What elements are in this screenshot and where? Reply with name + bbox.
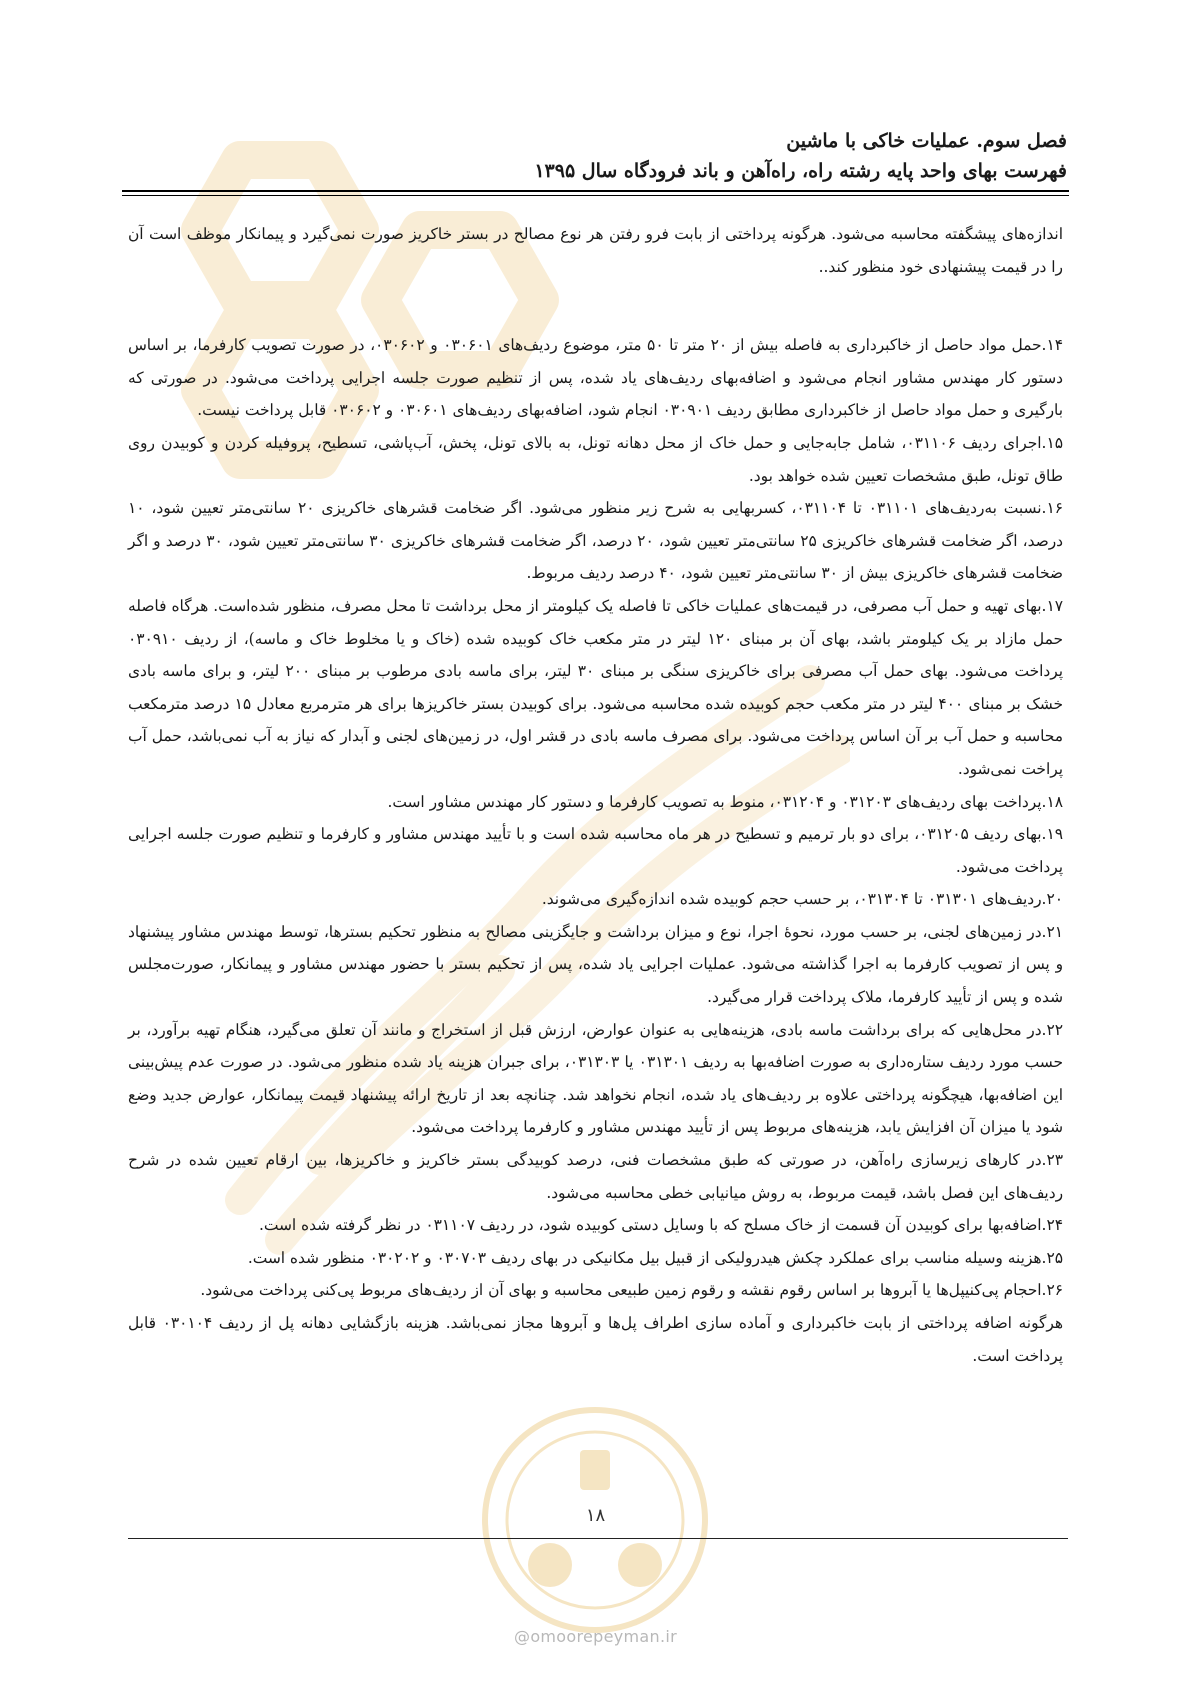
paragraph-continuation: اندازه‌های پیشگفته محاسبه می‌شود. هرگونه پرداختی از بابت فرو رفتن هر نوع مصالح در بستر خاکریز صورت نمی‌گیرد و پیمانکار موظف است آن را در قیمت پیشنهادی خود منظور کند..	[128, 225, 1063, 276]
header-rule-thin	[122, 195, 1069, 196]
paragraph-item-15: ۱۵.اجرای ردیف ۰۳۱۱۰۶، شامل جابه‌جایی و حمل خاک از محل دهانه تونل، به بالای تونل، پخش، آب‌پاشی، تسطیح، پروفیله کردن و کوبیدن روی طاق تونل، طبق مشخصات تعیین شده خواهد بود.	[128, 433, 1063, 485]
page-number: ۱۸	[585, 1505, 606, 1526]
paragraph-item-18: ۱۸.پرداخت بهای ردیف‌های ۰۳۱۲۰۳ و ۰۳۱۲۰۴، منوط به تصویب کارفرما و دستور کار مهندس مشاور است.	[387, 792, 1063, 811]
page-header	[122, 126, 1067, 186]
header-rule	[122, 190, 1069, 192]
paragraph-item-23: ۲۳.در کارهای زیرسازی راه‌آهن، در صورتی که طبق مشخصات فنی، درصد کوبیدگی بستر خاکریز و خاکریزها، بین ارقام تعیین شده در شرح ردیف‌های این فصل باشد، قیمت مربوط، به روش میانیابی خطی محاسبه می‌شود.	[128, 1151, 1063, 1202]
paragraph-item-24: ۲۴.اضافه‌بها برای کوبیدن آن قسمت از خاک مسلح که با وسایل دستی کوبیده شود، در ردیف ۰۳۱۱۰۷ در نظر گرفته شده است.	[258, 1216, 1063, 1235]
paragraph-item-21: ۲۱.در زمین‌های لجنی، بر حسب مورد، نحوهٔ اجرا، نوع و میزان برداشت و جایگزینی مصالح به منظور تحکیم بسترها، توسط مهندس مشاور پیشنهاد و پس از تصویب کارفرما به اجرا گذاشته می‌شود. عملیات اجرایی یاد شده، پس از تحکیم بستر با حضور مهندس مشاور و پیمانکار، صورت‌مجلس شده و پس از تأیید کارفرما، ملاک پرداخت قرار می‌گیرد.	[128, 922, 1063, 1007]
site-watermark: @omoorepeyman.ir	[514, 1627, 677, 1646]
paragraph-final: هرگونه اضافه پرداختی از بابت خاکبرداری و آماده سازی اطراف پل‌ها و آبروها مجاز نمی‌باشد. هزینه بازگشایی دهانه پل از ردیف ۰۳۰۱۰۴ قابل پرداخت است.	[128, 1314, 1063, 1365]
paragraph-item-17: ۱۷.بهای تهیه و حمل آب مصرفی، در قیمت‌های عملیات خاکی تا فاصله یک کیلومتر از محل برداشت تا محل مصرف، منظور شده‌است. هرگاه فاصله حمل مازاد بر یک کیلومتر باشد، بهای آن بر مبنای ۱۲۰ لیتر در متر مکعب خاک کوبیده شده (خاک و یا مخلوط خاک و ماسه)، از ردیف ۰۳۰۹۱۰ پرداخت می‌شود. بهای حمل آب مصرفی برای خاکریزی سنگی بر مبنای ۳۰ لیتر، برای ماسه بادی مرطوب بر مبنای ۲۰۰ لیتر، و برای ماسه بادی خشک بر مبنای ۴۰۰ لیتر در متر مکعب حجم کوبیده شده محاسبه می‌شود. برای کوبیدن بستر خاکریزها برای هر مترمربع معادل ۱۵ درصد مترمکعب محاسبه و حمل آب بر آن اساس پرداخت می‌شود. برای مصرف ماسه بادی در قشر اول، در زمین‌های لجنی و آبدار که نیاز به آب نمی‌باشد، حمل آب پراخت نمی‌شود.	[128, 596, 1064, 778]
paragraph-item-19: ۱۹.بهای ردیف ۰۳۱۲۰۵، برای دو بار ترمیم و تسطیح در هر ماه محاسبه شده است و با تأیید مهندس مشاور و کارفرما و تنظیم صورت جلسه اجرایی پرداخت می‌شود.	[128, 825, 1063, 876]
paragraph-item-14: ۱۴.حمل مواد حاصل از خاکبرداری به فاصله بیش از ۲۰ متر تا ۵۰ متر، موضوع ردیف‌های ۰۳۰۶۰۱ و ۰۳۰۶۰۲، در صورت تصویب کارفرما، بر اساس دستور کار مهندس مشاور انجام می‌شود و اضافه‌بهای ردیف‌های یاد شده، پس از تنظیم صورت جلسه اجرایی پرداخت می‌شود. در صورتی که بارگیری و حمل مواد حاصل از خاکبرداری مطابق ردیف ۰۳۰۹۰۱ انجام شود، اضافه‌بهای ردیف‌های ۰۳۰۶۰۱ و ۰۳۰۶۰۲ قابل پرداخت نیست.	[128, 336, 1063, 420]
chapter-title: فصل سوم. عملیات خاکی با ماشین	[786, 130, 1067, 152]
paragraph-item-22: ۲۲.در محل‌هایی که برای برداشت ماسه بادی، هزینه‌هایی به عنوان عوارض، ارزش قبل از استخراج و مانند آن تعلق می‌گیرد، هنگام تهیه برآورد، بر حسب مورد ردیف ستاره‌داری به صورت اضافه‌بها به ردیف ۰۳۱۳۰۱ یا ۰۳۱۳۰۳، برای جبران هزینه یاد شده منظور می‌شود. در صورت عدم پیش‌بینی این اضافه‌بها، هیچگونه پرداختی علاوه بر ردیف‌های یاد شده، انجام نخواهد شد. چنانچه بعد از تاریخ ارائه پیشنهاد قیمت پیمانکار، عوارض جدید وضع شود یا میزان آن افزایش یابد، هزینه‌های مربوط پس از تأیید مهندس مشاور و کارفرما پرداخت می‌شود.	[128, 1020, 1063, 1137]
paragraph-item-16: ۱۶.نسبت به‌ردیف‌های ۰۳۱۱۰۱ تا ۰۳۱۱۰۴، کسربهایی به شرح زیر منظور می‌شود. اگر ضخامت قشرهای خاکریزی ۲۰ سانتی‌متر تعیین شود، ۱۰ درصد، اگر ضخامت قشرهای خاکریزی ۲۵ سانتی‌متر تعیین شود، ۲۰ درصد، اگر ضخامت قشرهای خاکریزی ۳۰ سانتی‌متر تعیین شود، ۳۰ درصد و اگر ضخامت قشرهای خاکریزی بیش از ۳۰ سانتی‌متر تعیین شود، ۴۰ درصد ردیف مربوط.	[128, 499, 1064, 583]
paragraph-item-25: ۲۵.هزینه وسیله مناسب برای عملکرد چکش هیدرولیکی از قبیل بیل مکانیکی در بهای ردیف ۰۳۰۷۰۳ و ۰۳۰۲۰۲ منظور شده است.	[247, 1248, 1063, 1267]
price-list-title: فهرست بهای واحد پایه رشته راه، راه‌آهن و باند فرودگاه سال ۱۳۹۵	[534, 160, 1067, 182]
footer-rule	[128, 1538, 1068, 1539]
paragraph-item-20: ۲۰.ردیف‌های ۰۳۱۳۰۱ تا ۰۳۱۳۰۴، بر حسب حجم کوبیده شده اندازه‌گیری می‌شوند.	[541, 890, 1063, 909]
body-text	[128, 218, 1063, 1372]
paragraph-item-26: ۲۶.احجام پی‌کنیپل‌ها یا آبروها بر اساس رقوم نقشه و رقوم زمین طبیعی محاسبه و بهای آن از ردیف‌های مربوط پی‌کنی پرداخت می‌شود.	[200, 1281, 1063, 1300]
